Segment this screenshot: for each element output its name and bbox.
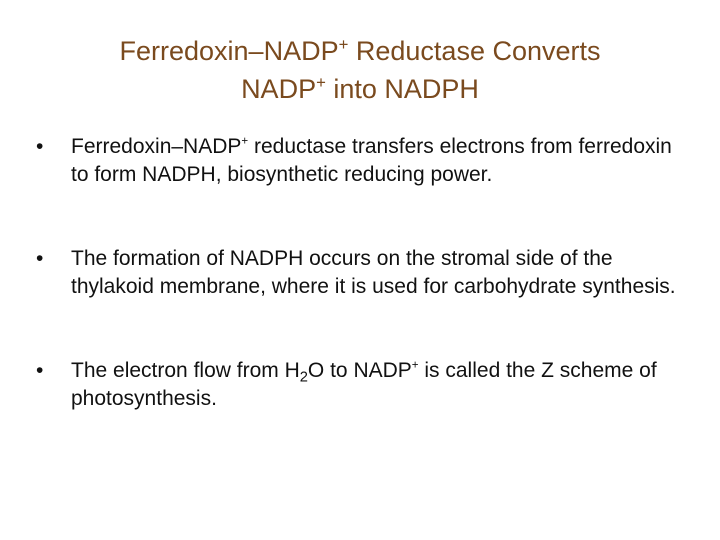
title-line1-suffix: Reductase Converts <box>348 36 601 66</box>
bullet-point-icon: • <box>36 135 44 158</box>
slide-title <box>40 32 680 108</box>
bullet-text-part: The electron flow from H <box>71 359 300 382</box>
title-line2-suffix: into NADPH <box>325 74 479 104</box>
title-line-2 <box>40 70 680 108</box>
bullet-text <box>71 357 676 413</box>
bullet-item-nadph-formation <box>36 245 676 301</box>
bullet-text-part: O to NADP <box>307 359 412 382</box>
title-line1-superscript: + <box>338 34 349 54</box>
bullet-text <box>71 133 676 189</box>
bullet-point-icon: • <box>36 247 44 270</box>
title-line-1 <box>40 32 680 70</box>
bullet-superscript: + <box>411 359 419 372</box>
title-line2-prefix: NADP <box>241 74 317 104</box>
bullet-superscript: + <box>241 135 249 148</box>
bullet-text: The formation of NADPH occurs on the stromal side of the thylakoid membrane, where it is used for carbohydrate synthesis. <box>71 247 676 298</box>
bullet-text-part: reductase transfers electrons from ferredoxin to form NADPH, biosynthetic reducing power. <box>71 135 672 186</box>
title-line2-superscript: + <box>316 72 326 92</box>
title-line1-prefix: Ferredoxin–NADP <box>119 36 339 66</box>
bullet-item-z-scheme <box>36 357 676 413</box>
bullet-text-part: is called the Z scheme of photosynthesis. <box>71 359 657 410</box>
bullet-text-part: Ferredoxin–NADP <box>71 135 242 158</box>
bullet-point-icon: • <box>36 359 44 382</box>
bullet-subscript: 2 <box>299 369 308 386</box>
bullet-item-ferredoxin-nadp-reductase <box>36 133 676 189</box>
